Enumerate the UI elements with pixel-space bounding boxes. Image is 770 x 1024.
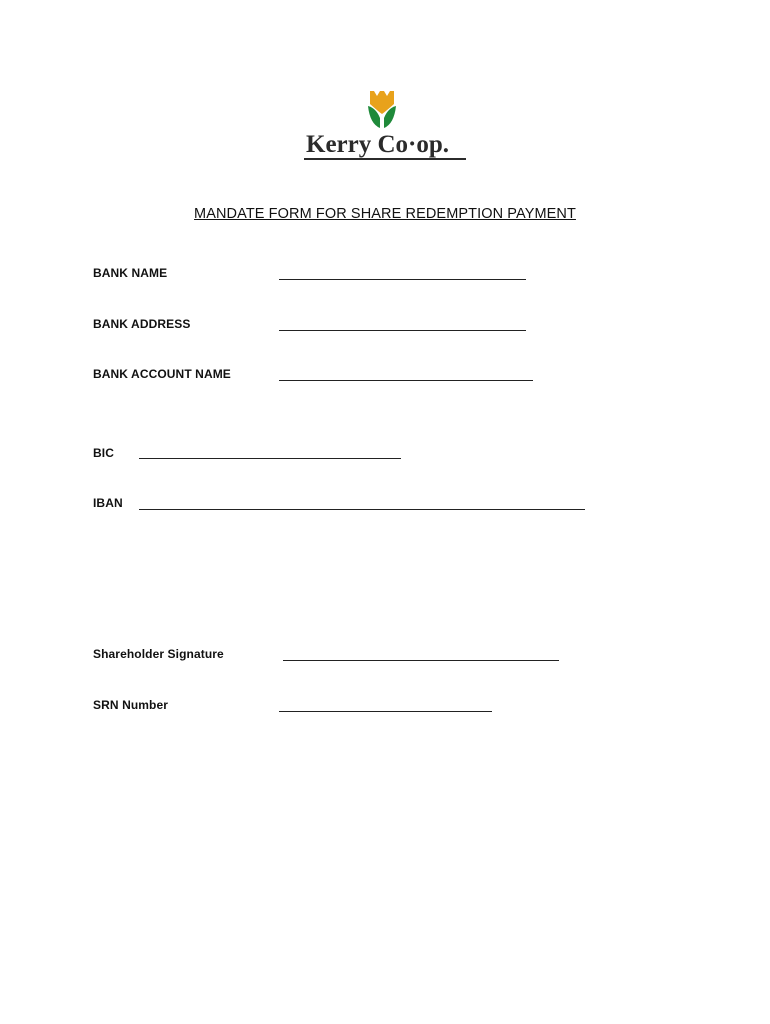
form-title: MANDATE FORM FOR SHARE REDEMPTION PAYMENT: [194, 206, 576, 222]
iban-label: IBAN: [93, 496, 123, 510]
bic-label: BIC: [93, 446, 114, 460]
srn-number-field[interactable]: [279, 711, 492, 712]
bank-address-label: BANK ADDRESS: [93, 317, 191, 331]
iban-field[interactable]: [139, 509, 585, 510]
svg-text:Kerry Co·op.: Kerry Co·op.: [306, 131, 450, 158]
bank-address-field[interactable]: [279, 330, 526, 331]
bic-field[interactable]: [139, 458, 401, 459]
srn-number-label: SRN Number: [93, 698, 169, 712]
bank-account-name-label: BANK ACCOUNT NAME: [93, 367, 231, 381]
kerry-coop-logo: [300, 88, 470, 164]
bank-name-label: BANK NAME: [93, 266, 168, 280]
bank-account-name-field[interactable]: [279, 380, 533, 381]
shareholder-signature-label: Shareholder Signature: [93, 647, 224, 661]
bank-name-field[interactable]: [279, 279, 526, 280]
shareholder-signature-field[interactable]: [283, 660, 559, 661]
